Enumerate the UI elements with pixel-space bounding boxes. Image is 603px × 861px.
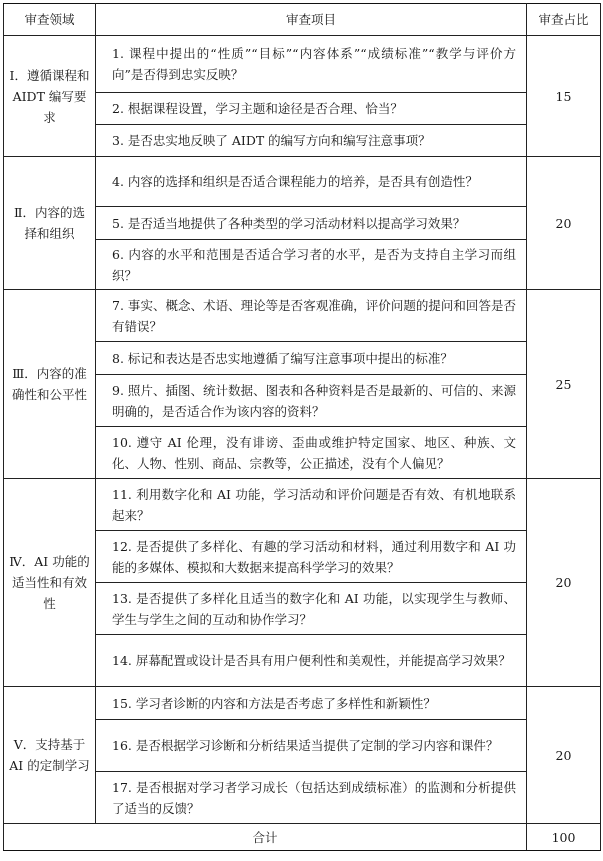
total-row [4,824,601,851]
review-criteria-table [3,3,601,851]
review-item: 13. 是否提供了多样化且适当的数字化和 AI 功能，以实现学生与教师、学生与学生之间的互动和协作学习？ [96,583,527,635]
review-item: 17. 是否根据对学习者学习成长（包括达到成绩标准）的监测和分析提供了适当的反馈？ [96,772,527,824]
review-item: 1. 课程中提出的“性质”“目标”“内容体系”“成绩标准”“教学与评价方向”是否得到忠实反映？ [96,36,527,93]
review-item: 16. 是否根据学习诊断和分析结果适当提供了定制的学习内容和课件？ [96,720,527,772]
review-item: 8. 标记和表达是否忠实地遵循了编写注意事项中提出的标准？ [96,342,527,375]
table-row [4,36,601,93]
total-value: 100 [527,824,601,851]
table-header-row [4,4,601,36]
review-item: 7. 事实、概念、术语、理论等是否客观准确，评价问题的提问和回答是否有错误？ [96,290,527,342]
header-item: 审查项目 [96,4,527,36]
section-ratio: 20 [527,157,601,290]
review-item: 14. 屏幕配置或设计是否具有用户便利性和美观性，并能提高学习效果？ [96,635,527,687]
section-ratio: 25 [527,290,601,479]
section-ratio: 15 [527,36,601,157]
section-ratio: 20 [527,479,601,687]
review-item: 3. 是否忠实地反映了 AIDT 的编写方向和编写注意事项？ [96,125,527,157]
review-item: 11. 利用数字化和 AI 功能，学习活动和评价问题是否有效、有机地联系起来？ [96,479,527,531]
section-domain: Ⅱ．内容的选择和组织 [4,157,96,290]
table-row [4,687,601,720]
total-label: 合计 [4,824,527,851]
table-row [4,157,601,207]
table-row [4,290,601,342]
header-domain: 审查领域 [4,4,96,36]
section-ratio: 20 [527,687,601,824]
header-ratio: 审查占比 [527,4,601,36]
review-item: 6. 内容的水平和范围是否适合学习者的水平，是否为支持自主学习而组织？ [96,240,527,290]
review-item: 5. 是否适当地提供了各种类型的学习活动材料以提高学习效果？ [96,207,527,240]
review-item: 15. 学习者诊断的内容和方法是否考虑了多样性和新颖性？ [96,687,527,720]
table-row [4,479,601,531]
section-domain: Ⅳ．AI 功能的适当性和有效性 [4,479,96,687]
section-domain: Ⅴ．支持基于 AI 的定制学习 [4,687,96,824]
review-item: 2. 根据课程设置，学习主题和途径是否合理、恰当？ [96,93,527,125]
review-item: 12. 是否提供了多样化、有趣的学习活动和材料，通过利用数字和 AI 功能的多媒体、模拟和大数据来提高科学学习的效果？ [96,531,527,583]
review-item: 10. 遵守 AI 伦理，没有诽谤、歪曲或维护特定国家、地区、种族、文化、人物、性别、商品、宗教等，公正描述，没有个人偏见？ [96,427,527,479]
review-item: 4. 内容的选择和组织是否适合课程能力的培养，是否具有创造性？ [96,157,527,207]
section-domain: Ⅰ．遵循课程和 AIDT 编写要求 [4,36,96,157]
section-domain: Ⅲ．内容的准确性和公平性 [4,290,96,479]
review-item: 9. 照片、插图、统计数据、图表和各种资料是否是最新的、可信的、来源明确的，是否适合作为该内容的资料？ [96,375,527,427]
